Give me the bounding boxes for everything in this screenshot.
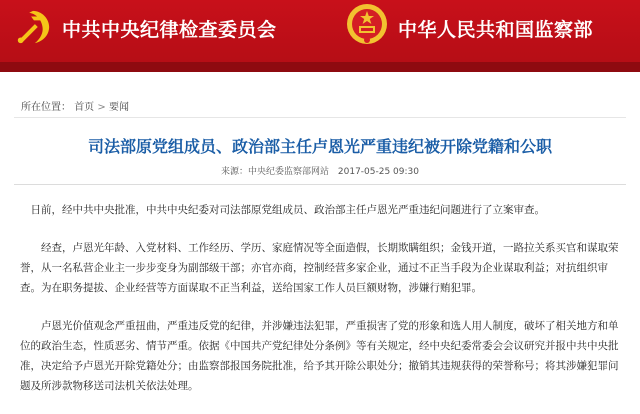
cpc-ccdi-title[interactable]: 中共中央纪律检查委员会 <box>62 19 277 41</box>
main-content <box>0 72 640 401</box>
breadcrumb <box>21 98 129 113</box>
title-divider <box>14 184 626 185</box>
article-source: 来源：中央纪委监察部网站 <box>221 167 330 177</box>
breadcrumb-separator: > <box>97 102 106 113</box>
banner-stripe <box>0 62 640 72</box>
national-emblem-icon <box>345 2 389 46</box>
breadcrumb-divider <box>14 117 626 118</box>
breadcrumb-home-link[interactable]: 首页 <box>74 102 95 113</box>
hammer-and-sickle-icon <box>14 8 52 46</box>
site-banner <box>0 0 640 72</box>
breadcrumb-label: 所在位置： <box>21 102 71 113</box>
article-body <box>20 200 620 414</box>
article-datetime: 2017-05-25 09:30 <box>337 167 419 177</box>
ministry-of-supervision-title[interactable]: 中华人民共和国监察部 <box>398 19 594 41</box>
article-title: 司法部原党组成员、政治部主任卢恩光严重违纪被开除党籍和公职 <box>87 137 552 156</box>
article-paragraph: 经查，卢恩光年龄、入党材料、工作经历、学历、家庭情况等全面造假，长期欺瞒组织；金钱开道，一路拉关系买官和谋取荣誉，从一名私营企业主一步步变身为副部级干部；亦官亦商，控制经营多家企业，通过不正当手段为企业谋取利益；对抗组织审查。为在职务提拔、企业经营等方面谋取不正当利益，送给国家工作人员巨额财物，涉嫌行贿犯罪。 <box>20 242 619 294</box>
article-meta <box>0 164 640 177</box>
breadcrumb-current-link[interactable]: 要闻 <box>108 102 129 113</box>
article-paragraph: 日前，经中共中央批准，中共中央纪委对司法部原党组成员、政治部主任卢恩光严重违纪问题进行了立案审查。 <box>30 204 545 216</box>
article-paragraph: 卢恩光价值观念严重扭曲，严重违反党的纪律，并涉嫌违法犯罪，严重损害了党的形象和选人用人制度，破坏了相关地方和单位的政治生态，性质恶劣、情节严重。依据《中国共产党纪律处分条例》等有关规定，经中央纪委常委会会议研究并报中共中央批准，决定给予卢恩光开除党籍处分；由监察部报国务院批准，给予其开除公职处分；撤销其违规获得的荣誉称号；将其涉嫌犯罪问题及所涉款物移送司法机关依法处理。 <box>20 320 619 392</box>
